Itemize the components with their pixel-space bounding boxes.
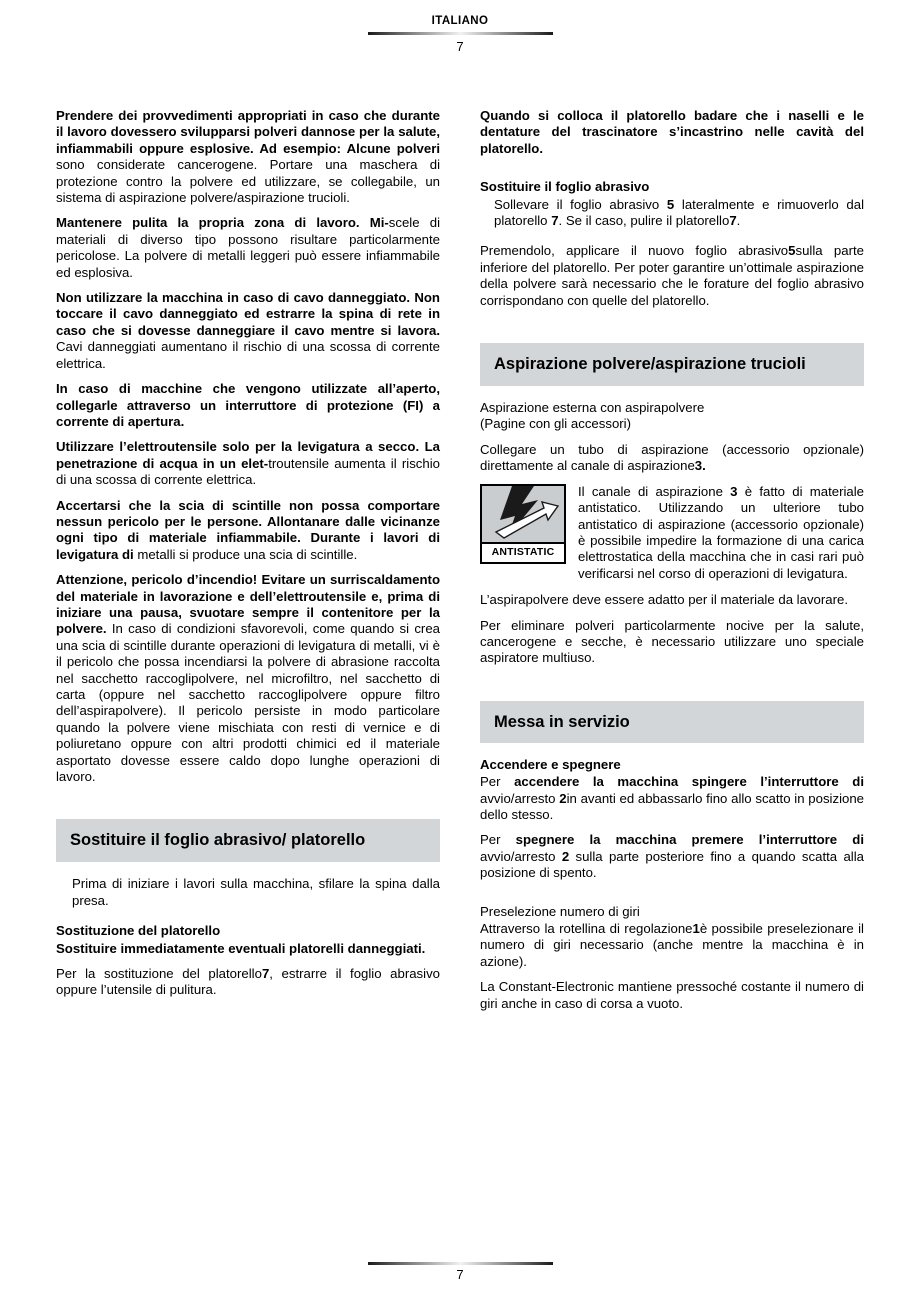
paragraph-sparks-rest: metalli si produce una scia di scintille. — [133, 546, 358, 562]
paragraph-external-extraction-line2: (Pagine con gli accessori) — [480, 416, 631, 432]
paragraph-speed-wheel-p1: Attraverso la rotellina di regolazione — [480, 921, 693, 936]
paragraph-apply-new-sheet — [480, 243, 864, 309]
paragraph-switch-off — [480, 832, 864, 881]
paragraph-sparks — [56, 498, 440, 564]
paragraph-vacuum-suitability: L’aspirapolvere deve essere adatto per il materiale da lavorare. — [480, 592, 848, 608]
antistatic-icon-label: ANTISTATIC — [482, 544, 564, 562]
paragraph-sparks-bold: Accertarsi che la scia di scintille non possa comportare nessun pericolo per le persone. Allontanare dalle vicinanze ogni tipo di materiale infiammabile. Durante i lavori di levigatura di — [56, 497, 440, 562]
paragraph-clean-workspace-bold: Mantenere pulita la propria zona di lavoro. Mi- — [56, 215, 389, 231]
paragraph-clean-workspace-rest: scele di materiali di diverso tipo possono risultare particolarmente pericolose. La polvere di metalli leggeri può essere infiammabile ed esplosiva. — [56, 215, 441, 280]
part-ref-3: 3. — [694, 458, 706, 474]
paragraph-lift-sheet-p1: Sollevare il foglio abrasivo — [494, 196, 667, 212]
paragraph-switch-on-p2: avvio/arresto — [480, 790, 560, 806]
subheading-switch-on-off: Accendere e spegnere — [480, 756, 621, 772]
paragraph-damaged-cable-bold: Non utilizzare la macchina in caso di cavo danneggiato. Non toccare il cavo danneggiato ed estrarre la spina di rete in caso che si dovesse danneggiare il cavo mentre si lavora. — [56, 290, 440, 338]
footer-rule — [368, 1262, 553, 1265]
paragraph-apply-new-sheet-p2: sulla parte inferiore del platorello. Per poter garantire un’ottimale aspirazione della polvere sarà necessario che le forature del foglio abrasivo corrispondano con quelle del platorello. — [480, 243, 864, 308]
part-ref-2: 2 — [559, 790, 567, 806]
paragraph-switch-off-bold: spegnere la macchina premere l’interruttore di — [515, 832, 864, 848]
paragraph-dust-hazard-bold: Prendere dei provvedimenti appropriati in caso che durante il lavoro dovessero svilupparsi polveri dannose per la salute, infiammabili oppure esplosive. Ad esempio: Alcune polveri — [56, 108, 440, 156]
paragraph-speed-wheel-p2: è possibile preselezionare il numero di giri necessario (anche mentre la macchina è in azione). — [480, 921, 864, 969]
paragraph-hazardous-dust: Per eliminare polveri particolarmente nocive per la salute, cancerogene e secche, è necessario utilizzare uno speciale aspiratore multiuso. — [480, 617, 864, 666]
paragraph-lift-sheet-p3: . Se il caso, pulire il platorello — [558, 213, 730, 229]
antistatic-icon-graphic — [482, 486, 564, 544]
page-header — [0, 14, 920, 55]
footer-page-number: 7 — [456, 1267, 464, 1282]
part-ref-1: 1 — [692, 921, 700, 936]
subheading-platorello-replacement: Sostituzione del platorello — [56, 923, 221, 939]
subheading-speed-preselection: Preselezione numero di giri — [480, 903, 640, 919]
paragraph-dry-sanding-rest: troutensile aumenta il rischio di una scossa di corrente elettrica. — [56, 455, 440, 488]
paragraph-antistatic-channel-p2: è fatto di materiale antistatico. Utilizzando un ulteriore tubo antistatico di aspirazione (accessorio opzionale) è possibile impedire la formazione di una carica elettrostatica della macchina che in casi rari può verificarsi nel corso di operazioni di levigatura. — [578, 483, 864, 581]
antistatic-lightning-arrow-svg — [482, 486, 564, 540]
content-columns — [56, 108, 864, 1012]
paragraph-switch-off-p3: sulla parte posteriore fino a quando scatta alla posizione di spento. — [480, 848, 864, 881]
part-ref-7a: 7 — [551, 213, 559, 229]
paragraph-fire-hazard-bold: Attenzione, pericolo d’incendio! Evitare un surriscaldamento del materiale in lavorazione e dell’elettroutensile e, prima di iniziare una pausa, svuotare sempre il contenitore per la polvere. — [56, 572, 440, 637]
paragraph-lift-sheet-p4: . — [736, 213, 741, 229]
paragraph-dry-sanding — [56, 439, 440, 488]
paragraph-unplug-warning: Prima di iniziare i lavori sulla macchina, sfilare la spina dalla presa. — [72, 876, 440, 908]
paragraph-switch-on — [480, 774, 864, 823]
paragraph-platorello-seating: Quando si colloca il platorello badare che i naselli e le dentature del trascinatore s’incastrino nelle cavità del platorello. — [480, 108, 864, 156]
paragraph-switch-off-p1: Per — [480, 832, 516, 848]
paragraph-connect-hose-p1: Collegare un tubo di aspirazione (accessorio opzionale) direttamente al canale di aspirazione — [480, 441, 864, 474]
paragraph-connect-hose — [480, 442, 864, 475]
antistatic-icon — [480, 484, 566, 564]
paragraph-replace-procedure-pre: Per la sostituzione del platorello — [56, 966, 262, 982]
paragraph-replace-damaged: Sostituire immediatamente eventuali platorelli danneggiati. — [56, 940, 426, 956]
page-footer — [0, 1258, 920, 1283]
paragraph-fire-hazard — [56, 572, 440, 785]
paragraph-dust-hazard — [56, 108, 440, 206]
paragraph-apply-new-sheet-p1: Premendolo, applicare il nuovo foglio abrasivo — [480, 243, 789, 259]
paragraph-damaged-cable-rest: Cavi danneggiati aumentano il rischio di una scossa di corrente elettrica. — [56, 339, 440, 371]
part-ref-5: 5 — [666, 196, 675, 212]
section-heading-sanding-sheet: Sostituire il foglio abrasivo/ platorello — [56, 819, 440, 862]
part-ref-2b: 2 — [561, 848, 570, 864]
section-heading-commissioning: Messa in servizio — [480, 701, 864, 743]
header-rule — [368, 32, 553, 35]
paragraph-fire-hazard-rest: In caso di condizioni sfavorevoli, come quando si crea una scia di scintille durante operazioni di levigatura di metalli, vi è il pericolo che possa incendiarsi la polvere di abrasione raccolta nel sacchetto raccoglipolvere, nel microfiltro, nel sacchetto di carta (oppure nel sacchetto raccoglipolvere oppure filtro dell’aspirapolvere). Il pericolo persiste in modo particolare quando la polvere viene mischiata con resti di vernice e di poliuretano oppure con altri prodotti chimici ed il materiale asportato dovesse essere caldo dopo lunghe operazioni di lavoro. — [56, 621, 440, 785]
part-ref-5b: 5 — [788, 243, 796, 259]
left-column — [56, 108, 440, 1012]
header-language-label: ITALIANO — [431, 15, 489, 27]
paragraph-antistatic-channel-p1: Il canale di aspirazione — [578, 483, 731, 499]
paragraph-external-extraction-line1: Aspirazione esterna con aspirapolvere — [480, 400, 705, 416]
subheading-replace-sanding-sheet: Sostituire il foglio abrasivo — [480, 179, 650, 195]
right-column — [480, 108, 864, 1012]
paragraph-lift-sheet — [480, 197, 864, 230]
paragraph-antistatic-channel — [578, 484, 864, 582]
paragraph-switch-on-bold: accendere la macchina spingere l’interruttore di — [514, 774, 864, 790]
paragraph-damaged-cable — [56, 290, 440, 372]
header-page-number: 7 — [456, 39, 464, 54]
paragraph-dust-hazard-rest: sono considerate cancerogene. Portare una maschera di protezione contro la polvere ed utilizzare, se collegabile, un sistema di aspirazione polvere/aspirazione trucioli. — [56, 157, 440, 206]
antistatic-figure-text — [578, 484, 864, 582]
paragraph-constant-electronic: La Constant-Electronic mantiene pressoché costante il numero di giri anche in caso di corsa a vuoto. — [480, 979, 864, 1011]
paragraph-speed-wheel — [480, 921, 864, 970]
paragraph-lift-sheet-p2: lateralmente e rimuoverlo dal platorello — [494, 196, 864, 229]
part-ref-7: 7 — [261, 966, 270, 982]
antistatic-figure-row — [480, 484, 864, 582]
paragraph-clean-workspace — [56, 215, 440, 281]
paragraph-dry-sanding-bold: Utilizzare l’elettroutensile solo per la levigatura a secco. La penetrazione di acqua in un elet- — [56, 439, 440, 471]
paragraph-outdoor-use: In caso di macchine che vengono utilizzate all’aperto, collegarle attraverso un interruttore di protezione (FI) a corrente di apertura. — [56, 381, 440, 429]
paragraph-replace-procedure-post: , estrarre il foglio abrasivo oppure l’utensile di pulitura. — [56, 966, 440, 998]
section-heading-dust-extraction: Aspirazione polvere/aspirazione trucioli — [480, 343, 864, 386]
paragraph-switch-on-p1: Per — [480, 774, 515, 790]
part-ref-3b: 3 — [730, 483, 738, 499]
paragraph-switch-on-p3: in avanti ed abbassarlo fino allo scatto in posizione dello stesso. — [480, 790, 864, 822]
paragraph-replace-procedure — [56, 966, 440, 999]
part-ref-7b: 7 — [729, 213, 737, 229]
paragraph-switch-off-p2: avvio/arresto — [480, 848, 562, 864]
